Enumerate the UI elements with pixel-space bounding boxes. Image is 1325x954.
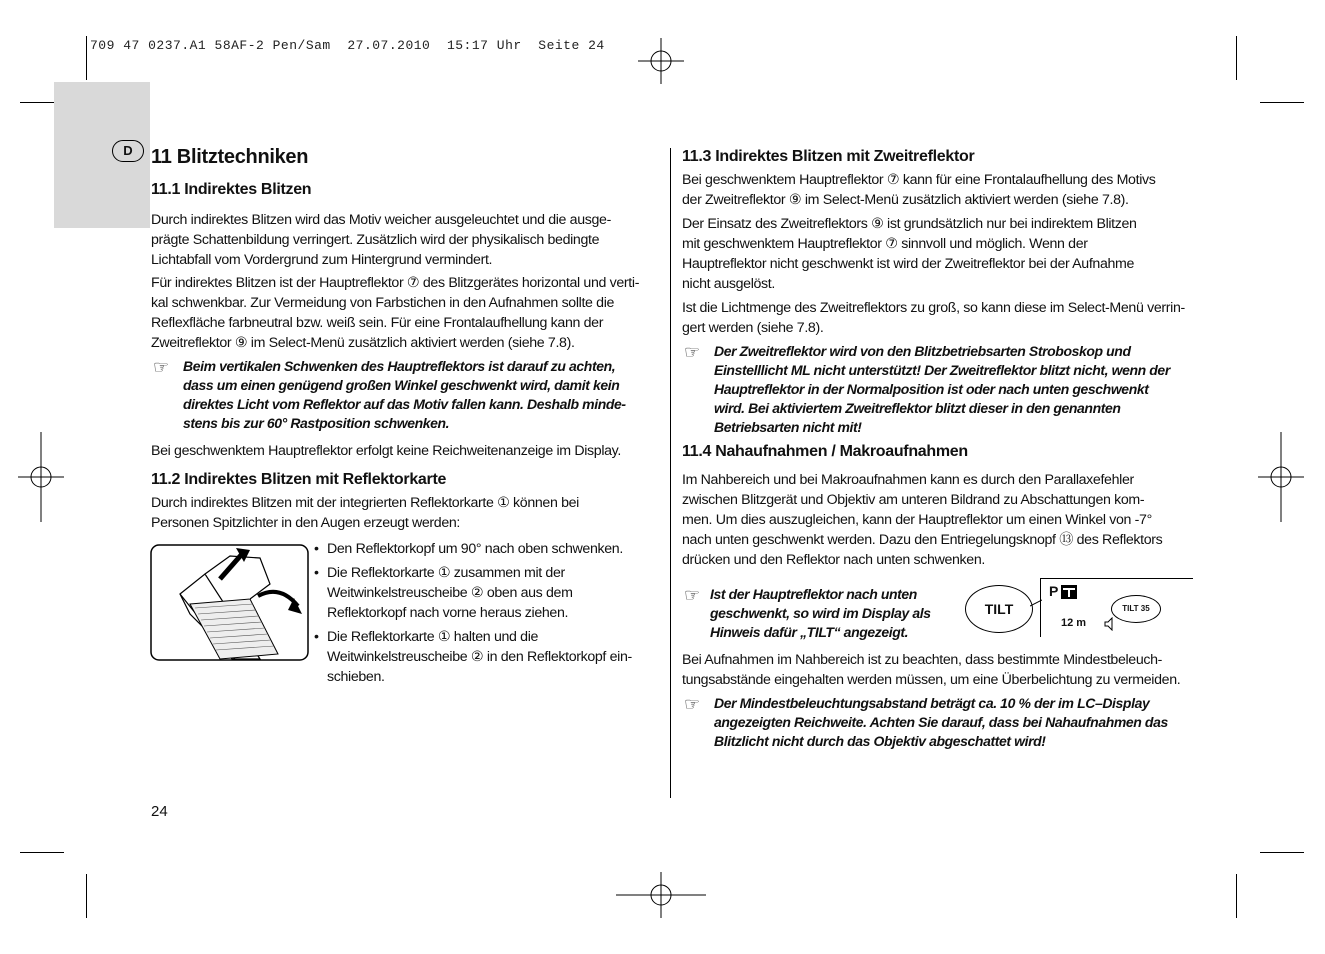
crop-mark (1236, 874, 1237, 918)
registration-mark-icon (18, 432, 64, 522)
registration-mark-icon (616, 872, 706, 918)
pointing-hand-icon: ☞ (684, 342, 701, 362)
text-line: Weitwinkelstreuscheibe ② in den Reflektorkopf ein- (327, 649, 632, 665)
crop-mark (1236, 36, 1237, 80)
text-line: Reflektorkopf nach vorne heraus ziehen. (327, 605, 569, 621)
paragraph (682, 650, 1202, 690)
list-item (314, 539, 664, 559)
flash-reflector-card-illustration (150, 544, 310, 662)
page-title: 11 Blitztechniken (151, 146, 309, 168)
display-mode: P (1049, 583, 1059, 599)
note (714, 694, 1204, 751)
note (183, 357, 663, 433)
registration-mark-icon (638, 38, 684, 84)
crop-mark (86, 36, 87, 80)
tilt-indicator: TILT (965, 585, 1033, 633)
text-line: Bei Aufnahmen im Nahbereich ist zu beachten, dass bestimmte Mindestbeleuch- (682, 652, 1163, 668)
list-item (314, 627, 664, 687)
text-line: geschwenkt, so wird im Display als (710, 605, 931, 621)
text-line: Für indirektes Blitzen ist der Hauptreflektor ⑦ des Blitzgerätes horizontal und verti- (151, 275, 640, 291)
text-line: Personen Spitzlichter in den Augen erzeugt werden: (151, 515, 461, 531)
paragraph (682, 170, 1202, 210)
text-line: Ist die Lichtmenge des Zweitreflektors zu groß, so kann diese im Select-Menü verrin- (682, 300, 1185, 316)
text-line: prägte Schattenbildung verringert. Zusätzlich wird der physikalisch bedingte (151, 232, 600, 248)
text-line: drücken und den Reflektor nach unten schwenken. (682, 552, 985, 568)
section-heading-11-3: 11.3 Indirektes Blitzen mit Zweitreflektor (682, 148, 975, 165)
section-heading-11-2: 11.2 Indirektes Blitzen mit Reflektorkarte (151, 471, 447, 488)
text-line: Reflexfläche farbneutral bzw. weiß sein. Für eine Frontalaufhellung kann der (151, 315, 604, 331)
text-line: Der Mindestbeleuchtungsabstand beträgt ca. 10 % der im LC–Display (714, 695, 1150, 711)
text-line: stens bis zur 60° Rastposition schwenken. (183, 415, 450, 431)
text-line: Betriebsarten nicht mit! (714, 419, 862, 435)
section-heading-11-1: 11.1 Indirektes Blitzen (151, 181, 312, 198)
text-line: tungsabstände eingehalten werden müssen, um eine Überbelichtung zu vermeiden. (682, 672, 1181, 688)
language-badge: D (112, 140, 144, 162)
page-number: 24 (151, 803, 168, 820)
text-line: direktes Licht vom Reflektor auf das Motiv fallen kann. Deshalb minde- (183, 396, 626, 412)
text-line: Einstelllicht ML nicht unterstützt! Der Zweitreflektor blitzt nicht, wenn der (714, 362, 1170, 378)
text-line: Weitwinkelstreuscheibe ② oben aus dem (327, 585, 573, 601)
paragraph (151, 210, 671, 270)
text-line: nicht ausgelöst. (682, 276, 775, 292)
print-header: 709 47 0237.A1 58AF-2 Pen/Sam 27.07.2010 15:17 Uhr Seite 24 (90, 38, 605, 53)
text-line: Bei geschwenktem Hauptreflektor ⑦ kann für eine Frontalaufhellung des Motivs (682, 172, 1156, 188)
paragraph (682, 214, 1202, 294)
column-divider (670, 148, 671, 798)
text-line: zwischen Blitzgerät und Objektiv am unteren Bildrand zu Abschattungen kom- (682, 492, 1145, 508)
text-line: gert werden (siehe 7.8). (682, 320, 824, 336)
crop-mark (86, 874, 87, 918)
registration-mark-icon (1258, 432, 1304, 522)
text-line: wird. Bei aktiviertem Zweitreflektor blitzt dieser in den genannten (714, 400, 1121, 416)
pointing-hand-icon: ☞ (684, 694, 701, 714)
text-line: • Die Reflektorkarte ① halten und die (327, 629, 539, 645)
display-tilt-badge: TILT 35 (1111, 595, 1161, 623)
text-line: kal schwenkbar. Zur Vermeidung von Farbstichen in den Aufnahmen sollte die (151, 295, 615, 311)
list-item (314, 563, 664, 623)
note (710, 585, 960, 642)
text-line: men. Um dies auszugleichen, kann der Hauptreflektor um einen Winkel von -7° (682, 512, 1152, 528)
text-line: angezeigten Reichweite. Achten Sie darauf, dass bei Nahaufnahmen das (714, 714, 1168, 730)
text-line: mit geschwenktem Hauptreflektor ⑦ sinnvoll und möglich. Wenn der (682, 236, 1088, 252)
text-line: Zweitreflektor ⑨ im Select-Menü zusätzlich aktiviert werden (siehe 7.8). (151, 335, 575, 351)
text-line: Lichtabfall vom Vordergrund zum Hintergrund vermindert. (151, 252, 493, 268)
text-line: • Den Reflektorkopf um 90° nach oben schwenken. (327, 541, 623, 557)
text-line: Hauptreflektor nicht geschwenkt ist wird der Zweitreflektor bei der Aufnahme (682, 256, 1135, 272)
speaker-icon (1104, 617, 1116, 631)
text-line: Durch indirektes Blitzen wird das Motiv weicher ausgeleuchtet und die ausge- (151, 212, 611, 228)
text-line: der Zweitreflektor ⑨ im Select-Menü zusätzlich aktiviert werden (siehe 7.8). (682, 192, 1129, 208)
text-line: nach unten geschwenkt werden. Dazu den Entriegelungsknopf ⑬ des Reflektors (682, 532, 1163, 548)
text-line: Beim vertikalen Schwenken des Hauptreflektors ist darauf zu achten, (183, 358, 616, 374)
note (714, 342, 1204, 437)
text-line: Im Nahbereich und bei Makroaufnahmen kann es durch den Parallaxefehler (682, 472, 1134, 488)
paragraph (151, 493, 671, 533)
text-line: • Die Reflektorkarte ① zusammen mit der (327, 565, 565, 581)
ttl-symbol-icon (1061, 585, 1077, 599)
lc-display (1040, 578, 1193, 637)
paragraph (682, 298, 1202, 338)
crop-mark (1260, 102, 1304, 103)
crop-mark (1260, 852, 1304, 853)
paragraph: Bei geschwenktem Hauptreflektor erfolgt keine Reichweitenanzeige im Display. (151, 443, 621, 459)
instruction-list (314, 539, 664, 691)
section-heading-11-4: 11.4 Nahaufnahmen / Makroaufnahmen (682, 443, 968, 460)
text-line: Der Einsatz des Zweitreflektors ⑨ ist grundsätzlich nur bei indirektem Blitzen (682, 216, 1137, 232)
text-line: dass um einen genügend großen Winkel geschwenkt wird, damit kein (183, 377, 620, 393)
pointing-hand-icon: ☞ (684, 585, 701, 605)
display-range: 12 m (1061, 617, 1087, 629)
text-line: schieben. (327, 669, 385, 685)
text-line: Hauptreflektor in der Normalposition ist oder nach unten geschwenkt (714, 381, 1149, 397)
text-line: Ist der Hauptreflektor nach unten (710, 586, 917, 602)
text-line: Hinweis dafür „TILT“ angezeigt. (710, 624, 909, 640)
paragraph (151, 273, 671, 353)
text-line: Der Zweitreflektor wird von den Blitzbetriebsarten Stroboskop und (714, 343, 1131, 359)
text-line: Durch indirektes Blitzen mit der integrierten Reflektorkarte ① können bei (151, 495, 579, 511)
crop-mark (20, 852, 64, 853)
pointing-hand-icon: ☞ (153, 357, 170, 377)
paragraph (682, 470, 1202, 570)
text-line: Blitzlicht nicht durch das Objektiv abgeschattet wird! (714, 733, 1046, 749)
